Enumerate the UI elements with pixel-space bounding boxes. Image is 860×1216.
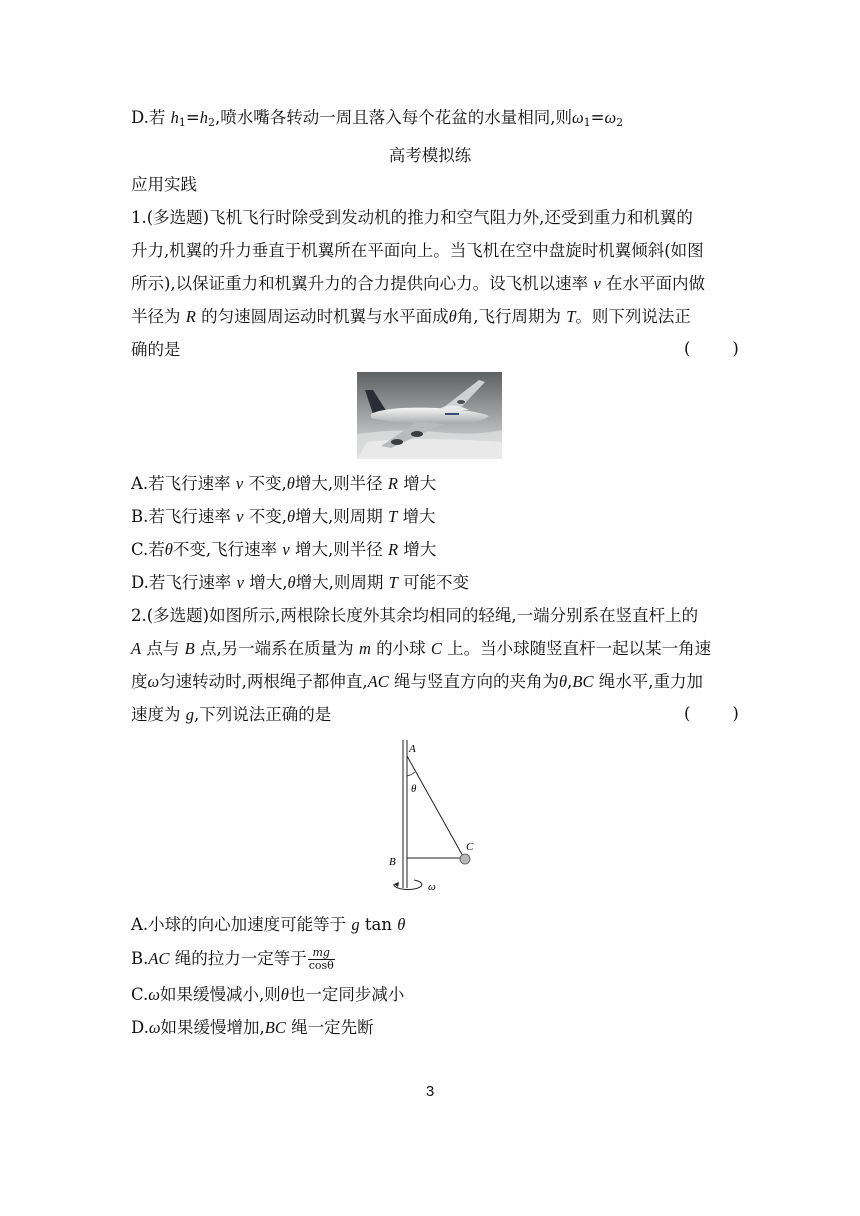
page-number: 3 <box>425 1083 435 1100</box>
rope-ac <box>407 756 464 858</box>
q1-stem-line-1: 1.(多选题)飞机飞行时除受到发动机的推力和空气阻力外,还受到重力和机翼的 <box>131 208 693 227</box>
label-a: A <box>409 743 416 755</box>
q1-answer-bracket: ( ) <box>684 339 739 358</box>
q1-stem-line-4: 半径为 R 的匀速圆周运动时机翼与水平面成θ角,飞行周期为 T。则下列说法正 <box>131 307 691 326</box>
q1-option-c: C.若θ不变,飞行速率 v 增大,则半径 R 增大 <box>131 540 437 559</box>
q2-answer-bracket: ( ) <box>684 704 739 723</box>
q2-stem-line-1: 2.(多选题)如图所示,两根除长度外其余均相同的轻绳,一端分别系在竖直杆上的 <box>131 606 699 625</box>
q1-option-a: A.若飞行速率 v 不变,θ增大,则半径 R 增大 <box>131 474 437 493</box>
subsection-title: 应用实践 <box>131 175 197 194</box>
section-title: 高考模拟练 <box>388 146 472 165</box>
label-theta: θ <box>411 783 417 795</box>
label-b: B <box>389 856 396 868</box>
q2-option-d: D.ω如果缓慢增加,BC 绳一定先断 <box>131 1018 374 1037</box>
ball-c <box>460 854 470 864</box>
q1-option-b: B.若飞行速率 v 不变,θ增大,则周期 T 增大 <box>131 507 436 526</box>
q1-stem-line-5: 确的是 <box>131 340 181 359</box>
fraction-mg-over-cos: $\frac{mg}{\cos\theta}$ <box>308 946 334 972</box>
q2-stem-line-3: 度ω匀速转动时,两根绳子都伸直,AC 绳与竖直方向的夹角为θ,BC 绳水平,重力加 <box>131 672 703 691</box>
q1-option-d: D.若飞行速率 v 增大,θ增大,则周期 T 可能不变 <box>131 573 470 592</box>
q2-stem-line-2: A 点与 B 点,另一端系在质量为 m 的小球 C 上。当小球随竖直杆一起以某一角速 <box>131 639 712 658</box>
q2-option-a: A.小球的向心加速度可能等于 g tan θ <box>131 915 406 934</box>
prev-option-d: D.若 $h_1=h_2$,喷水嘴各转动一周且落入每个花盆的水量相同,则$\omega_1=\omega_2$ <box>131 108 624 129</box>
angle-arc <box>407 772 415 776</box>
rotating-rod-diagram <box>370 738 480 898</box>
q2-option-c: C.ω如果缓慢减小,则θ也一定同步减小 <box>131 985 405 1004</box>
q1-stem-line-3: 所示),以保证重力和机翼升力的合力提供向心力。设飞机以速率 v 在水平面内做 <box>131 274 706 293</box>
q2-option-b: B.AC 绳的拉力一定等于 $\frac{mg}{\cos\theta}$ <box>131 946 334 972</box>
label-c: C <box>466 841 474 853</box>
label-omega: ω <box>428 881 436 893</box>
q1-stem-line-2: 升力,机翼的升力垂直于机翼所在平面向上。当飞机在空中盘旋时机翼倾斜(如图 <box>131 241 704 260</box>
q2-stem-line-4: 速度为 g,下列说法正确的是 <box>131 705 332 724</box>
airplane-image <box>357 372 502 459</box>
